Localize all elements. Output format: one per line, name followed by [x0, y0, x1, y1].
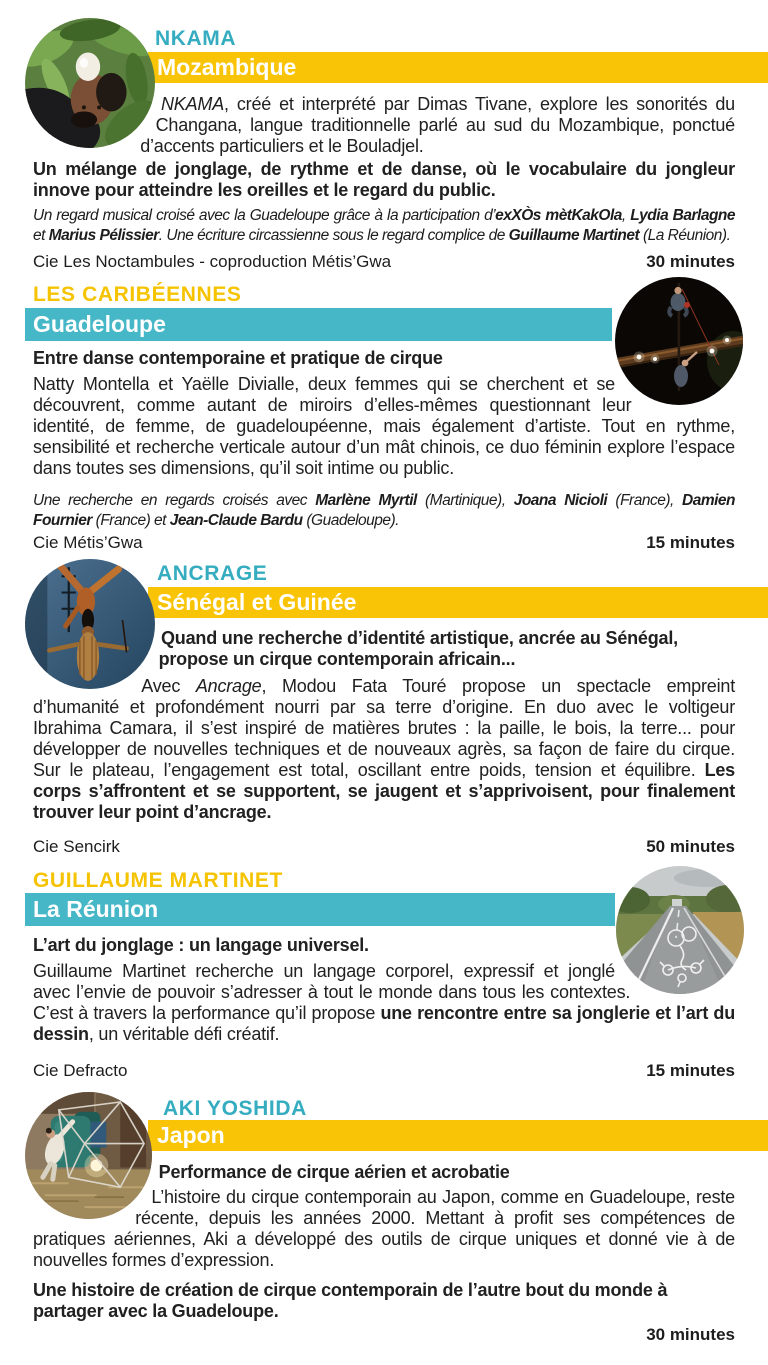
show-title: LES CARIBÉENNES [33, 283, 242, 306]
company-name: Cie Defracto [33, 1061, 128, 1080]
duration-label: 15 minutes [646, 533, 735, 552]
duration-label: 15 minutes [646, 1061, 735, 1080]
duration-label: 50 minutes [646, 837, 735, 856]
paragraph [33, 159, 735, 201]
section-footer [33, 1325, 735, 1345]
country-label: Sénégal et Guinée [157, 589, 357, 615]
show-subtitle: Entre danse contemporaine et pratique de cirque [33, 348, 443, 368]
country-label: Mozambique [157, 54, 297, 80]
show-title: ANCRAGE [157, 562, 268, 585]
paragraph [33, 1280, 735, 1322]
country-banner [25, 308, 612, 341]
section-footer [33, 1061, 735, 1081]
section-footer [33, 837, 735, 857]
intro-text: Quand une recherche d’identité artistique, ancrée au Sénégal, propose un cirque contemporain africain... [158, 628, 678, 669]
paragraph-text: Un mélange de jonglage, de rythme et de danse, où le vocabulaire du jongleur innove pour atteindre les oreilles et le regard du public. [33, 159, 735, 200]
photo-ancrage-acrobats [25, 559, 155, 689]
paragraph-text: L’histoire du cirque contemporain au Japon, comme en Guadeloupe, reste récente, depuis les années 2000. Mettant à profit ses compétences de pratiques aériennes, Aki a développé des outils de cirque uniques et donné vie à de nouvelles formes d’expression. [33, 1187, 735, 1270]
credit-runs: Une recherche en regards croisés avec Marlène Myrtil (Martinique), Joana Nicioli (France), Damien Fournier (France) et Jean-Claude Bardu (Guadeloupe). [33, 492, 735, 529]
photo-nkama-juggler [25, 18, 155, 148]
company-name: Cie Sencirk [33, 837, 120, 856]
country-label: La Réunion [33, 896, 159, 922]
section-footer [33, 252, 735, 272]
paragraph-text: Natty Montella et Yaëlle Divialle, deux femmes qui se cherchent et se découvrent, comme autant de miroirs d’elles-mêmes questionnant leur identité, de femme, de guadeloupéenne, mais également d’artiste. Tout en rythme, sensibilité et recherche verticale autour d’un mât chinois, ce duo féminin explore l’espace dans toutes ses dimensions, qu’il soit intime ou public. [33, 374, 735, 478]
paragraph-text: Guillaume Martinet recherche un langage corporel, expressif et jonglé avec l’envie de pouvoir s’adresser à tout le monde dans tous les contextes. C’est à travers la performance qu’il propose une rencontre entre sa jonglerie et l’art du dessin, un véritable défi créatif. [33, 961, 735, 1044]
country-banner [148, 1120, 768, 1151]
paragraph [33, 676, 735, 823]
duration-label: 30 minutes [646, 252, 735, 271]
credit-text [33, 206, 735, 246]
show-title: GUILLAUME MARTINET [33, 869, 283, 892]
paragraph-text: Avec Ancrage, Modou Fata Touré propose un spectacle empreint d’humanité et profondément nourri par sa terre d’origine. En duo avec le voltigeur Ibrahima Camara, il s’est inspiré de matières brutes : la paille, le bois, la terre... pour développer de nouvelles techniques et de nouveaux agrès, sa façon de faire du cirque. Sur le plateau, l’engagement est total, oscillant entre poids, tension et équilibre. Les corps s’affrontent et se supportent, se jaugent et s’apprivoisent, pour finalement trouver leur point d’ancrage. [33, 676, 735, 822]
section-footer [33, 533, 735, 553]
country-banner [25, 893, 615, 926]
credit-runs: Un regard musical croisé avec la Guadeloupe grâce à la participation d’exXÒs mètKakOla, Lydia Barlagne et Marius Pélissier. Une écriture circassienne sous le regard complice de Guillaume Martinet (La Réunion). [33, 207, 735, 244]
show-title: NKAMA [155, 27, 237, 50]
paragraph [33, 374, 735, 479]
show-subtitle: L’art du jonglage : un langage universel. [33, 935, 369, 955]
photo-aerial-frame-barn [25, 1092, 152, 1219]
paragraph [33, 961, 735, 1045]
photo-chinese-pole-night [615, 277, 743, 405]
show-title: AKI YOSHIDA [163, 1097, 307, 1120]
paragraph-text: Une histoire de création de cirque contemporain de l’autre bout du monde à partager avec la Guadeloupe. [33, 1280, 668, 1321]
country-banner [148, 52, 768, 83]
duration-label: 30 minutes [646, 1325, 735, 1344]
show-subtitle: Performance de cirque aérien et acrobatie [158, 1162, 510, 1182]
country-label: Guadeloupe [33, 311, 166, 337]
country-label: Japon [157, 1122, 225, 1148]
paragraph-text: NKAMA, créé et interprété par Dimas Tivane, explore les sonorités du Changana, langue traditionnelle parlé au sud du Mozambique, ponctué d’accents particuliers et le Bouladjel. [140, 94, 735, 156]
company-name: Cie Métis’Gwa [33, 533, 143, 552]
company-name: Cie Les Noctambules - coproduction Métis’Gwa [33, 252, 392, 271]
credit-text [33, 491, 735, 531]
country-banner [148, 587, 768, 618]
photo-road-chalk-drawing [616, 866, 744, 994]
